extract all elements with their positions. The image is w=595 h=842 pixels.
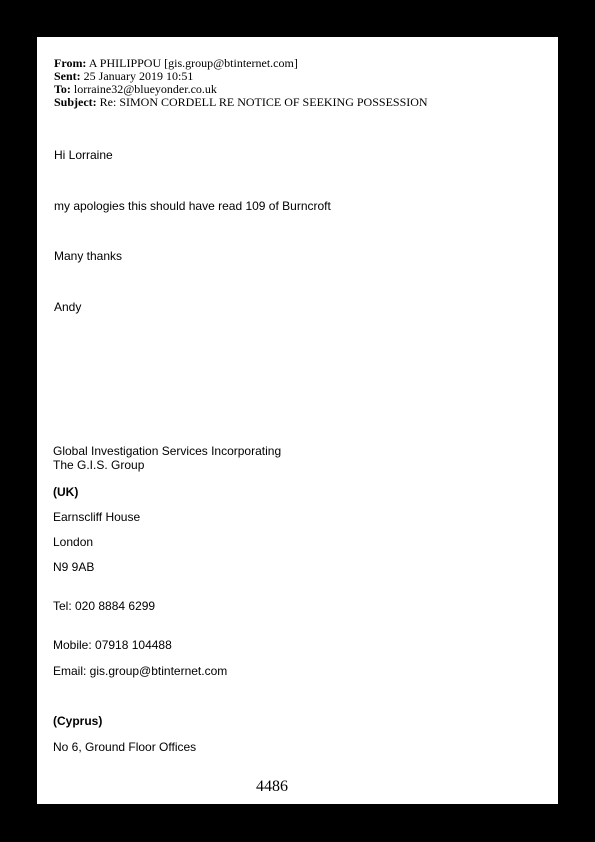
sent-label: Sent: [54,69,81,83]
to-label: To: [54,82,71,96]
uk-postcode: N9 9AB [53,560,95,574]
subject-label: Subject: [54,95,97,109]
uk-address-line1: Earnscliff House [53,510,141,524]
email: Email: gis.group@btinternet.com [53,664,228,678]
to-value: lorraine32@blueyonder.co.uk [73,82,217,96]
cyprus-heading: (Cyprus) [53,714,103,728]
subject-line [54,95,428,109]
to-line [54,82,217,96]
uk-heading: (UK) [53,485,79,499]
page-number: 4486 [256,778,288,795]
sent-value: 25 January 2019 10:51 [83,69,194,83]
greeting: Hi Lorraine [54,148,113,162]
closing-thanks: Many thanks [54,249,123,263]
body-line: my apologies this should have read 109 of Burncroft [54,199,331,213]
uk-address-line2: London [53,535,94,549]
subject-value: Re: SIMON CORDELL RE NOTICE OF SEEKING POSSESSION [99,95,428,109]
from-value: A PHILIPPOU [gis.group@btinternet.com] [88,56,298,70]
telephone: Tel: 020 8884 6299 [53,599,156,613]
cyprus-address-line1: No 6, Ground Floor Offices [53,740,197,754]
document-page [37,37,558,804]
sent-line [54,69,193,83]
company-group: The G.I.S. Group [53,458,145,472]
from-line [54,56,298,70]
mobile: Mobile: 07918 104488 [53,638,172,652]
sender-name: Andy [54,300,82,314]
company-name: Global Investigation Services Incorporating [53,444,282,458]
from-label: From: [54,56,87,70]
